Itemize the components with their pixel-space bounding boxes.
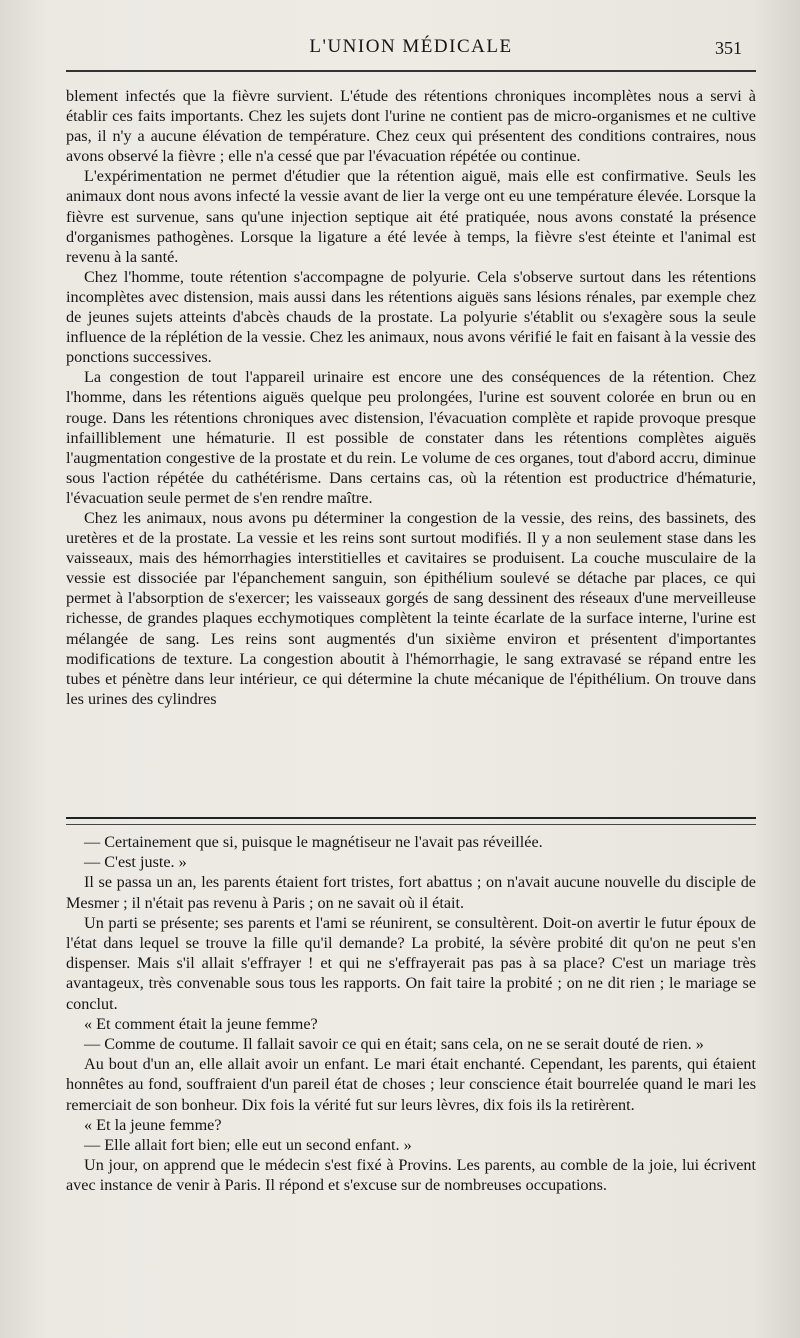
article-paragraph: La congestion de tout l'appareil urinaire est encore une des conséquences de la rétention. Chez l'homme, dans les rétentions aiguës quelque peu prolongées, l'urine est souvent colorée en brun ou en rouge. Dans les rétentions chroniques avec distension, l'évacuation complète et rapide provoque presque infailliblement une hématurie. Il est possible de constater dans les rétentions complètes aiguës l'augmentation congestive de la prostate et du rein. Le volume de ces organes, tout d'abord accru, diminue sous l'action répétée du cathétérisme. Dans certains cas, où la rétention est productrice d'hématurie, l'évacuation seule permet de s'en rendre maître. bbox=[66, 368, 756, 507]
feuilleton-paragraph: Un jour, on apprend que le médecin s'est fixé à Provins. Les parents, au comble de la joie, lui écrivent avec instance de venir à Paris. Il répond et s'excuse sur de nombreuses occupations. bbox=[66, 1156, 756, 1195]
running-title: L'UNION MÉDICALE bbox=[309, 36, 513, 57]
feuilleton-body bbox=[66, 832, 756, 1196]
header-rule bbox=[66, 70, 756, 72]
article-paragraph: Chez les animaux, nous avons pu déterminer la congestion de la vessie, des reins, des bassinets, des uretères et de la prostate. La vessie et les reins sont surtout modifiés. Il y a non seulement stase dans les vaisseaux, mais des hémorrhagies interstitielles et cavitaires se produisent. La couche musculaire de la vessie est dissociée par l'épanchement sanguin, son épithélium soulevé se détache par places, ce qui permet à l'absorption de s'exercer; les vaisseaux gorgés de sang dessinent des réseaux d'une merveilleuse richesse, de grandes plaques ecchymotiques complètent la teinte écarlate de la surface interne, l'urine est mélangée de sang. Les reins sont augmentés d'un sixième environ et présentent d'importantes modifications de texture. La congestion aboutit à l'hémorrhagie, le sang extravasé se répand entre les tubes et pénètre dans leur intérieur, ce qui détermine la chute mécanique de l'épithélium. On trouve dans les urines des cylindres bbox=[66, 508, 756, 708]
feuilleton-paragraph: « Et la jeune femme? bbox=[84, 1115, 222, 1134]
page-number: 351 bbox=[715, 38, 742, 58]
article-paragraph: Chez l'homme, toute rétention s'accompagne de polyurie. Cela s'observe surtout dans les rétentions incomplètes avec distension, mais aussi dans les rétentions aiguës sans lésions rénales, par exemple chez de jeunes sujets atteints d'abcès chauds de la prostate. La polyurie s'établit ou s'exagère sous la seule influence de la réplétion de la vessie. Chez les animaux, nous avons vérifié le fait en faisant à la vessie des ponctions successives. bbox=[66, 267, 756, 367]
feuilleton-paragraph: Il se passa un an, les parents étaient fort tristes, fort abattus ; on n'avait aucune nouvelle du disciple de Mesmer ; il n'était pas revenu à Paris ; on ne savait où il était. bbox=[66, 873, 756, 912]
feuilleton-paragraph: — Comme de coutume. Il fallait savoir ce qui en était; sans cela, on ne se serait douté de rien. » bbox=[84, 1035, 704, 1054]
running-head bbox=[66, 36, 756, 66]
article-body bbox=[66, 86, 756, 709]
feuilleton-paragraph: Au bout d'un an, elle allait avoir un enfant. Le mari était enchanté. Cependant, les parents, qui étaient honnêtes au fond, souffraient d'un pareil état de choses ; leur conscience était bourrelée quand le mari les remerciait de son bonheur. Dix fois la vérité fut sur leurs lèvres, dix fois ils la retirèrent. bbox=[66, 1055, 756, 1114]
article-paragraph: L'expérimentation ne permet d'étudier que la rétention aiguë, mais elle est confirmative. Seuls les animaux dont nous avons infecté la vessie avant de lier la verge ont eu une température élevée. Lorsque la fièvre est survenue, sans qu'une injection septique ait été pratiquée, nous avons constaté la présence d'organismes pathogènes. Lorsque la ligature a été levée à temps, la fièvre s'est éteinte et l'animal est revenu à la santé. bbox=[66, 167, 756, 266]
section-divider bbox=[66, 817, 756, 825]
feuilleton-paragraph: — Certainement que si, puisque le magnétiseur ne l'avait pas réveillée. bbox=[84, 833, 543, 851]
feuilleton-paragraph: — Elle allait fort bien; elle eut un second enfant. » bbox=[84, 1136, 412, 1155]
article-paragraph: blement infectés que la fièvre survient. L'étude des rétentions chroniques incomplètes nous a servi à établir ces faits importants. Chez les sujets dont l'urine ne contient pas de micro-organismes et ne cultive pas, il n'y a aucune élévation de température. Chez ceux qui présentent des conditions contraires, nous avons observé la fièvre ; elle n'a cessé que par l'évacuation répétée ou continue. bbox=[66, 87, 756, 166]
feuilleton-paragraph: « Et comment était la jeune femme? bbox=[84, 1014, 318, 1033]
feuilleton-paragraph: — C'est juste. » bbox=[84, 853, 187, 872]
feuilleton-paragraph: Un parti se présente; ses parents et l'ami se réunirent, se consultèrent. Doit-on avertir le futur époux de l'état dans lequel se trouve la fille qu'il demande? La probité, la sévère probité dit qu'on ne peut s'en dispenser. Mais s'il allait s'effrayer ! et qui ne s'effrayerait pas pas à sa place? C'est un mariage très avantageux, très convenable sous tous les rapports. On fait taire la probité ; on ne dit rien ; le mariage se conclut. bbox=[66, 913, 756, 1013]
